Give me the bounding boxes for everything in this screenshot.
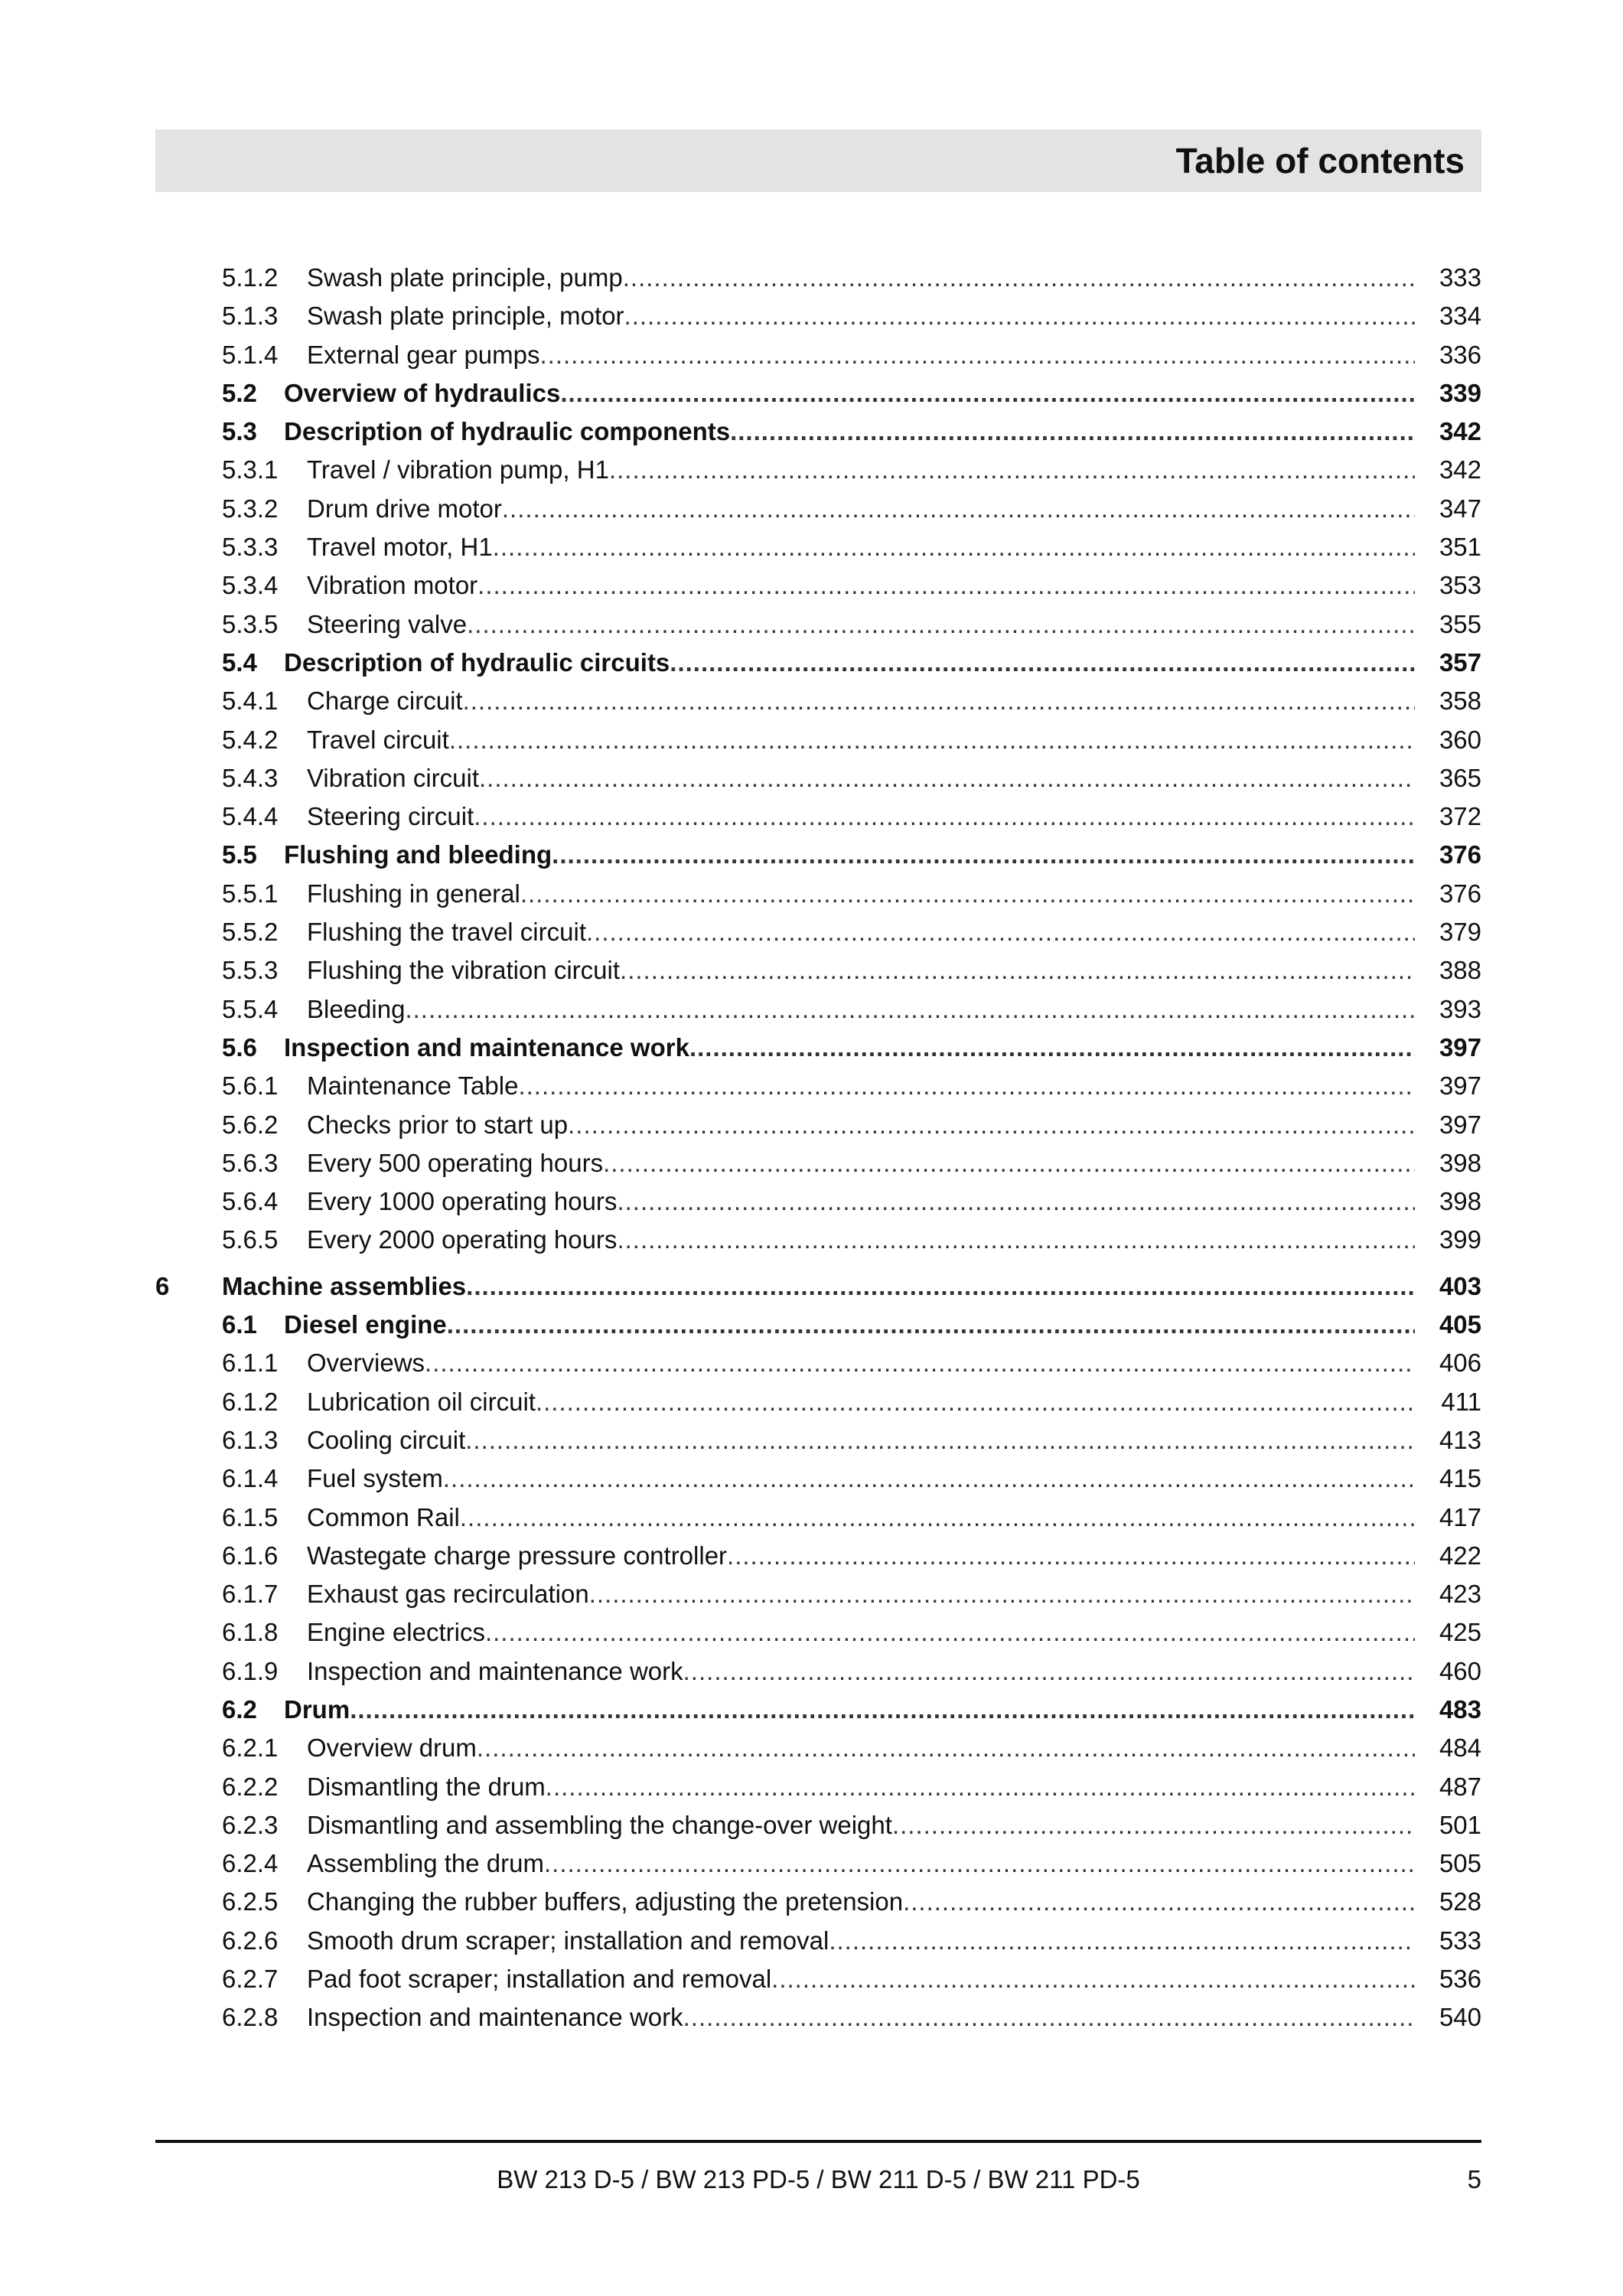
toc-entry-title-line [307,528,1415,566]
toc-entry-title-line [307,1652,1415,1691]
toc-entry-title: Diesel engine [284,1310,447,1339]
toc-entry-page: 342 [1439,455,1481,484]
toc-entry-title-line [307,1729,1415,1767]
toc-entry[interactable] [155,1844,1481,1883]
toc-dot-leader [536,1383,1415,1421]
toc-entry[interactable] [155,990,1481,1029]
toc-entry-title: Swash plate principle, motor [307,302,624,331]
toc-entry[interactable] [155,1499,1481,1537]
toc-entry-page: 398 [1439,1187,1481,1216]
toc-entry-page: 372 [1439,802,1481,831]
toc-entry-title: Wastegate charge pressure controller [307,1541,728,1570]
toc-entry-title: Overviews [307,1349,425,1378]
toc-entry-title-line [307,875,1415,913]
toc-entry-number: 6.1.1 [222,1349,279,1378]
toc-entry-title-line [307,1383,1415,1421]
toc-entry-title-line [307,1960,1415,1998]
toc-dot-leader [477,566,1415,605]
toc-entry-number: 6.2.5 [222,1887,279,1916]
toc-entry-number: 6.2 [222,1694,257,1724]
toc-entry-page: 505 [1439,1849,1481,1878]
toc-dot-leader [829,1922,1415,1960]
toc-dot-leader [892,1806,1415,1844]
toc-entry-title-line [307,1221,1415,1259]
toc-entry-page: 425 [1439,1618,1481,1647]
toc-entry-page: 411 [1441,1387,1481,1416]
toc-entry-title-line [307,759,1415,797]
toc-entry-title-line [307,1844,1415,1883]
toc-entry[interactable] [155,336,1481,374]
toc-entry-title: Inspection and maintenance work [307,1656,683,1685]
toc-entry-page: 339 [1439,378,1481,407]
toc-entry-title-line [307,682,1415,720]
toc-entry-number: 5.1.2 [222,263,279,292]
toc-entry-page: 397 [1439,1032,1481,1062]
toc-dot-leader [425,1344,1415,1382]
toc-entry-title: Every 1000 operating hours [307,1187,618,1216]
toc-entry-page: 413 [1439,1425,1481,1454]
toc-entry-title-line [284,644,1415,682]
toc-entry-number: 5.6.3 [222,1148,279,1177]
toc-entry-title-line [307,1421,1415,1459]
toc-entry[interactable] [155,1691,1481,1729]
toc-entry-number: 5.4.1 [222,687,279,716]
toc-entry-title-line [307,451,1415,489]
toc-dot-leader [465,1421,1415,1459]
toc-entry-page: 393 [1439,994,1481,1023]
toc-dot-leader [479,759,1415,797]
toc-entry-title-line [307,1182,1415,1221]
toc-entry[interactable] [155,1729,1481,1767]
toc-dot-leader [617,1182,1415,1221]
toc-entry-number: 5.2 [222,378,257,407]
toc-entry-title-line [284,1306,1415,1344]
toc-entry-number: 5.5.2 [222,918,279,947]
toc-entry-page: 398 [1439,1148,1481,1177]
toc-entry-title: Description of hydraulic components [284,417,731,446]
toc-entry-page: 415 [1439,1464,1481,1493]
toc-entry-number: 6.2.2 [222,1772,279,1801]
toc-entry[interactable] [155,1144,1481,1182]
toc-entry-number: 6 [155,1271,170,1300]
toc-entry-number: 5.5.3 [222,956,279,985]
toc-entry-number: 5.6.4 [222,1187,279,1216]
toc-entry-number: 5.6 [222,1032,257,1062]
toc-entry-title-line [307,1998,1415,2037]
toc-entry-title: Engine electrics [307,1618,485,1647]
toc-entry[interactable] [155,1960,1481,1998]
toc-entry-title: Exhaust gas recirculation [307,1580,589,1609]
toc-entry-number: 5.4.4 [222,802,279,831]
toc-entry-title-line [307,566,1415,605]
toc-entry-number: 5.3 [222,417,257,446]
toc-entry[interactable] [155,1344,1481,1382]
toc-dot-leader [474,797,1415,836]
toc-entry-page: 483 [1439,1694,1481,1724]
toc-entry-number: 6.2.7 [222,1965,279,1994]
toc-entry-title: Dismantling and assembling the change-over weight [307,1810,892,1839]
toc-entry-title-line [284,413,1415,451]
toc-entry-title-line [307,1344,1415,1382]
toc-entry[interactable] [155,451,1481,489]
toc-entry-title-line [284,1691,1415,1729]
toc-entry[interactable] [155,1106,1481,1144]
toc-entry-page: 355 [1439,609,1481,638]
toc-entry[interactable] [155,1537,1481,1575]
toc-entry-title: Inspection and maintenance work [284,1032,689,1062]
toc-entry[interactable] [155,1306,1481,1344]
toc-entry-number: 5.6.2 [222,1110,279,1139]
toc-entry-number: 5.3.3 [222,533,279,562]
toc-entry-page: 379 [1439,918,1481,947]
toc-entry-title-line [284,836,1415,874]
toc-entry-title: Pad foot scraper; installation and removal [307,1965,772,1994]
toc-entry[interactable] [155,1182,1481,1221]
toc-entry[interactable] [155,1922,1481,1960]
toc-dot-leader [552,836,1415,874]
table-of-contents [155,259,1481,2037]
toc-entry-page: 540 [1439,2003,1481,2032]
toc-entry[interactable] [155,528,1481,566]
toc-entry-title: Flushing and bleeding [284,840,552,869]
toc-entry-title-line [307,1613,1415,1652]
toc-entry-page: 376 [1439,879,1481,908]
toc-dot-leader [603,1144,1415,1182]
toc-entry-title: Drum drive motor [307,494,502,523]
toc-entry-number: 6.2.3 [222,1810,279,1839]
toc-entry-title: Flushing the travel circuit [307,918,586,947]
toc-entry-page: 536 [1439,1965,1481,1994]
toc-entry-number: 6.1 [222,1310,257,1339]
toc-entry-title: Flushing in general [307,879,520,908]
toc-entry[interactable] [155,1768,1481,1806]
toc-dot-leader [493,528,1415,566]
toc-entry-title: Travel / vibration pump, H1 [307,455,609,484]
toc-entry-title: Charge circuit [307,687,463,716]
toc-entry-number: 5.4.3 [222,763,279,792]
toc-entry-title: Cooling circuit [307,1425,466,1454]
toc-entry-title: Steering circuit [307,802,474,831]
toc-entry-title: Travel circuit [307,725,449,754]
toc-entry-title: Machine assemblies [222,1271,467,1300]
toc-entry[interactable] [155,566,1481,605]
toc-dot-leader [477,1729,1415,1767]
toc-entry-page: 460 [1439,1656,1481,1685]
toc-entry-title-line [284,1029,1415,1067]
toc-entry-title-line [307,721,1415,759]
toc-entry-title: Assembling the drum [307,1849,544,1878]
toc-entry[interactable] [155,413,1481,451]
header-bar [155,129,1481,192]
toc-entry-page: 353 [1439,571,1481,600]
toc-entry[interactable] [155,1067,1481,1105]
toc-dot-leader [350,1691,1415,1729]
toc-dot-leader [485,1613,1415,1652]
toc-entry-page: 501 [1439,1810,1481,1839]
toc-entry-number: 5.1.4 [222,340,279,369]
toc-entry[interactable] [155,1575,1481,1613]
toc-entry-title-line [307,1768,1415,1806]
toc-entry-page: 399 [1439,1225,1481,1254]
toc-entry-title: Description of hydraulic circuits [284,647,670,677]
toc-entry-page: 334 [1439,302,1481,331]
toc-dot-leader [624,297,1415,335]
toc-entry-title: Bleeding [307,994,406,1023]
toc-entry-number: 6.1.4 [222,1464,279,1493]
toc-entry-title: Maintenance Table [307,1071,519,1101]
toc-entry[interactable] [155,1383,1481,1421]
toc-entry-number: 6.2.6 [222,1926,279,1955]
toc-entry[interactable] [155,875,1481,913]
toc-dot-leader [443,1459,1415,1498]
toc-entry-number: 5.4 [222,647,257,677]
toc-entry[interactable] [155,1998,1481,2037]
toc-entry-title: Overview drum [307,1733,477,1763]
toc-entry-title: Changing the rubber buffers, adjusting the pretension [307,1887,904,1916]
toc-entry-title: Dismantling the drum [307,1772,546,1801]
toc-entry-title-line [307,797,1415,836]
toc-entry-title-line [307,1922,1415,1960]
toc-entry-page: 342 [1439,417,1481,446]
toc-entry-page: 351 [1439,533,1481,562]
toc-entry-title: Fuel system [307,1464,443,1493]
toc-entry-title-line [307,951,1415,990]
toc-entry-page: 403 [1439,1271,1481,1300]
footer-page-number: 5 [1467,2165,1481,2193]
toc-entry-title: Every 2000 operating hours [307,1225,618,1254]
toc-entry[interactable] [155,759,1481,797]
toc-entry-title: Lubrication oil circuit [307,1387,536,1416]
toc-entry-title-line [307,1575,1415,1613]
toc-entry-number: 6.1.8 [222,1618,279,1647]
toc-entry-number: 5.6.5 [222,1225,279,1254]
toc-entry-page: 365 [1439,763,1481,792]
toc-dot-leader [771,1960,1415,1998]
toc-entry-number: 6.1.6 [222,1541,279,1570]
toc-entry[interactable] [155,644,1481,682]
toc-entry-page: 357 [1439,647,1481,677]
toc-entry-title: Steering valve [307,609,468,638]
toc-entry-title-line [307,1883,1415,1921]
toc-entry-number: 6.2.1 [222,1733,279,1763]
toc-dot-leader [463,682,1415,720]
toc-dot-leader [617,1221,1415,1259]
toc-entry[interactable] [155,1806,1481,1844]
toc-entry-title-line [307,336,1415,374]
toc-entry-page: 528 [1439,1887,1481,1916]
toc-dot-leader [903,1883,1415,1921]
toc-entry-title: Flushing the vibration circuit [307,956,621,985]
toc-dot-leader [683,1652,1415,1691]
toc-entry-number: 6.1.7 [222,1580,279,1609]
toc-dot-leader [502,490,1415,528]
toc-entry-title-line [307,913,1415,951]
toc-entry[interactable] [155,1029,1481,1067]
toc-entry-title-line [307,605,1415,644]
toc-entry-page: 336 [1439,340,1481,369]
toc-entry-title-line [307,1106,1415,1144]
toc-entry-title: Checks prior to start up [307,1110,569,1139]
toc-entry-title: Common Rail [307,1502,460,1531]
toc-entry-title: Vibration motor [307,571,478,600]
toc-entry-number: 5.4.2 [222,725,279,754]
toc-entry-title-line [307,990,1415,1029]
toc-dot-leader [540,336,1416,374]
toc-entry-number: 5.5.4 [222,994,279,1023]
toc-entry-title-line [307,1537,1415,1575]
toc-dot-leader [560,374,1415,413]
toc-entry-page: 422 [1439,1541,1481,1570]
toc-entry-number: 6.1.9 [222,1656,279,1685]
toc-entry-page: 397 [1439,1110,1481,1139]
toc-dot-leader [447,1306,1415,1344]
toc-entry[interactable] [155,259,1481,297]
toc-entry-title: External gear pumps [307,340,540,369]
toc-entry[interactable] [155,682,1481,720]
toc-entry-title-line [307,1459,1415,1498]
toc-dot-leader [544,1844,1415,1883]
toc-entry-number: 5.5.1 [222,879,279,908]
toc-entry-title: Inspection and maintenance work [307,2003,683,2032]
toc-entry-page: 484 [1439,1733,1481,1763]
toc-entry[interactable] [155,605,1481,644]
toc-dot-leader [467,605,1415,644]
toc-entry-page: 417 [1439,1502,1481,1531]
toc-entry[interactable] [155,374,1481,413]
toc-entry-title: Travel motor, H1 [307,533,493,562]
toc-entry-number: 5.1.3 [222,302,279,331]
toc-entry-page: 406 [1439,1349,1481,1378]
toc-entry-page: 397 [1439,1071,1481,1101]
toc-dot-leader [727,1537,1415,1575]
toc-dot-leader [405,990,1415,1029]
toc-entry-number: 6.2.8 [222,2003,279,2032]
toc-entry-page: 388 [1439,956,1481,985]
toc-entry-page: 376 [1439,840,1481,869]
toc-entry-title-line [222,1267,1415,1306]
toc-entry-number: 5.3.1 [222,455,279,484]
toc-entry-number: 6.1.5 [222,1502,279,1531]
toc-entry-page: 360 [1439,725,1481,754]
toc-entry[interactable] [155,836,1481,874]
toc-dot-leader [466,1267,1415,1306]
toc-entry-number: 5.6.1 [222,1071,279,1101]
toc-entry-title-line [307,259,1415,297]
toc-entry-number: 6.2.4 [222,1849,279,1878]
toc-entry-title: Overview of hydraulics [284,378,561,407]
toc-entry[interactable] [155,490,1481,528]
toc-dot-leader [689,1029,1415,1067]
toc-entry-title-line [307,1499,1415,1537]
toc-entry-title-line [307,1067,1415,1105]
toc-entry-title-line [284,374,1415,413]
footer-divider [155,2140,1481,2143]
toc-entry[interactable] [155,1267,1481,1306]
toc-entry-page: 358 [1439,687,1481,716]
toc-dot-leader [546,1768,1415,1806]
toc-entry-number: 5.3.4 [222,571,279,600]
toc-entry[interactable] [155,951,1481,990]
toc-dot-leader [460,1499,1415,1537]
toc-dot-leader [730,413,1415,451]
toc-entry[interactable] [155,1883,1481,1921]
toc-entry-title-line [307,1806,1415,1844]
toc-entry-page: 487 [1439,1772,1481,1801]
toc-dot-leader [589,1575,1415,1613]
toc-entry-title-line [307,297,1415,335]
page-title: Table of contents [1175,141,1465,181]
toc-entry[interactable] [155,1613,1481,1652]
toc-dot-leader [623,259,1415,297]
toc-entry-number: 5.5 [222,840,257,869]
toc-dot-leader [518,1067,1415,1105]
toc-entry-number: 5.3.5 [222,609,279,638]
toc-entry-title: Swash plate principle, pump [307,263,623,292]
toc-dot-leader [520,875,1415,913]
toc-entry[interactable] [155,297,1481,335]
footer-model-list: BW 213 D-5 / BW 213 PD-5 / BW 211 D-5 / BW 211 PD-5 [497,2165,1140,2193]
toc-entry[interactable] [155,721,1481,759]
toc-entry-title: Every 500 operating hours [307,1148,604,1177]
toc-entry-title-line [307,1144,1415,1182]
toc-entry-title: Drum [284,1694,350,1724]
toc-entry-page: 405 [1439,1310,1481,1339]
toc-entry-number: 5.3.2 [222,494,279,523]
toc-entry-number: 6.1.2 [222,1387,279,1416]
toc-entry-page: 333 [1439,263,1481,292]
toc-entry-title-line [307,490,1415,528]
toc-entry-page: 423 [1439,1580,1481,1609]
toc-entry[interactable] [155,797,1481,836]
toc-dot-leader [670,644,1415,682]
toc-entry-title: Vibration circuit [307,763,479,792]
toc-entry-number: 6.1.3 [222,1425,279,1454]
toc-dot-leader [609,451,1415,489]
toc-entry[interactable] [155,1459,1481,1498]
toc-dot-leader [683,1998,1415,2037]
toc-entry[interactable] [155,1652,1481,1691]
toc-dot-leader [586,913,1415,951]
toc-dot-leader [568,1106,1415,1144]
toc-entry[interactable] [155,1421,1481,1459]
toc-entry-title: Smooth drum scraper; installation and removal [307,1926,829,1955]
toc-entry[interactable] [155,913,1481,951]
toc-entry-page: 347 [1439,494,1481,523]
toc-entry-page: 533 [1439,1926,1481,1955]
toc-entry[interactable] [155,1221,1481,1259]
toc-dot-leader [620,951,1415,990]
toc-dot-leader [449,721,1415,759]
